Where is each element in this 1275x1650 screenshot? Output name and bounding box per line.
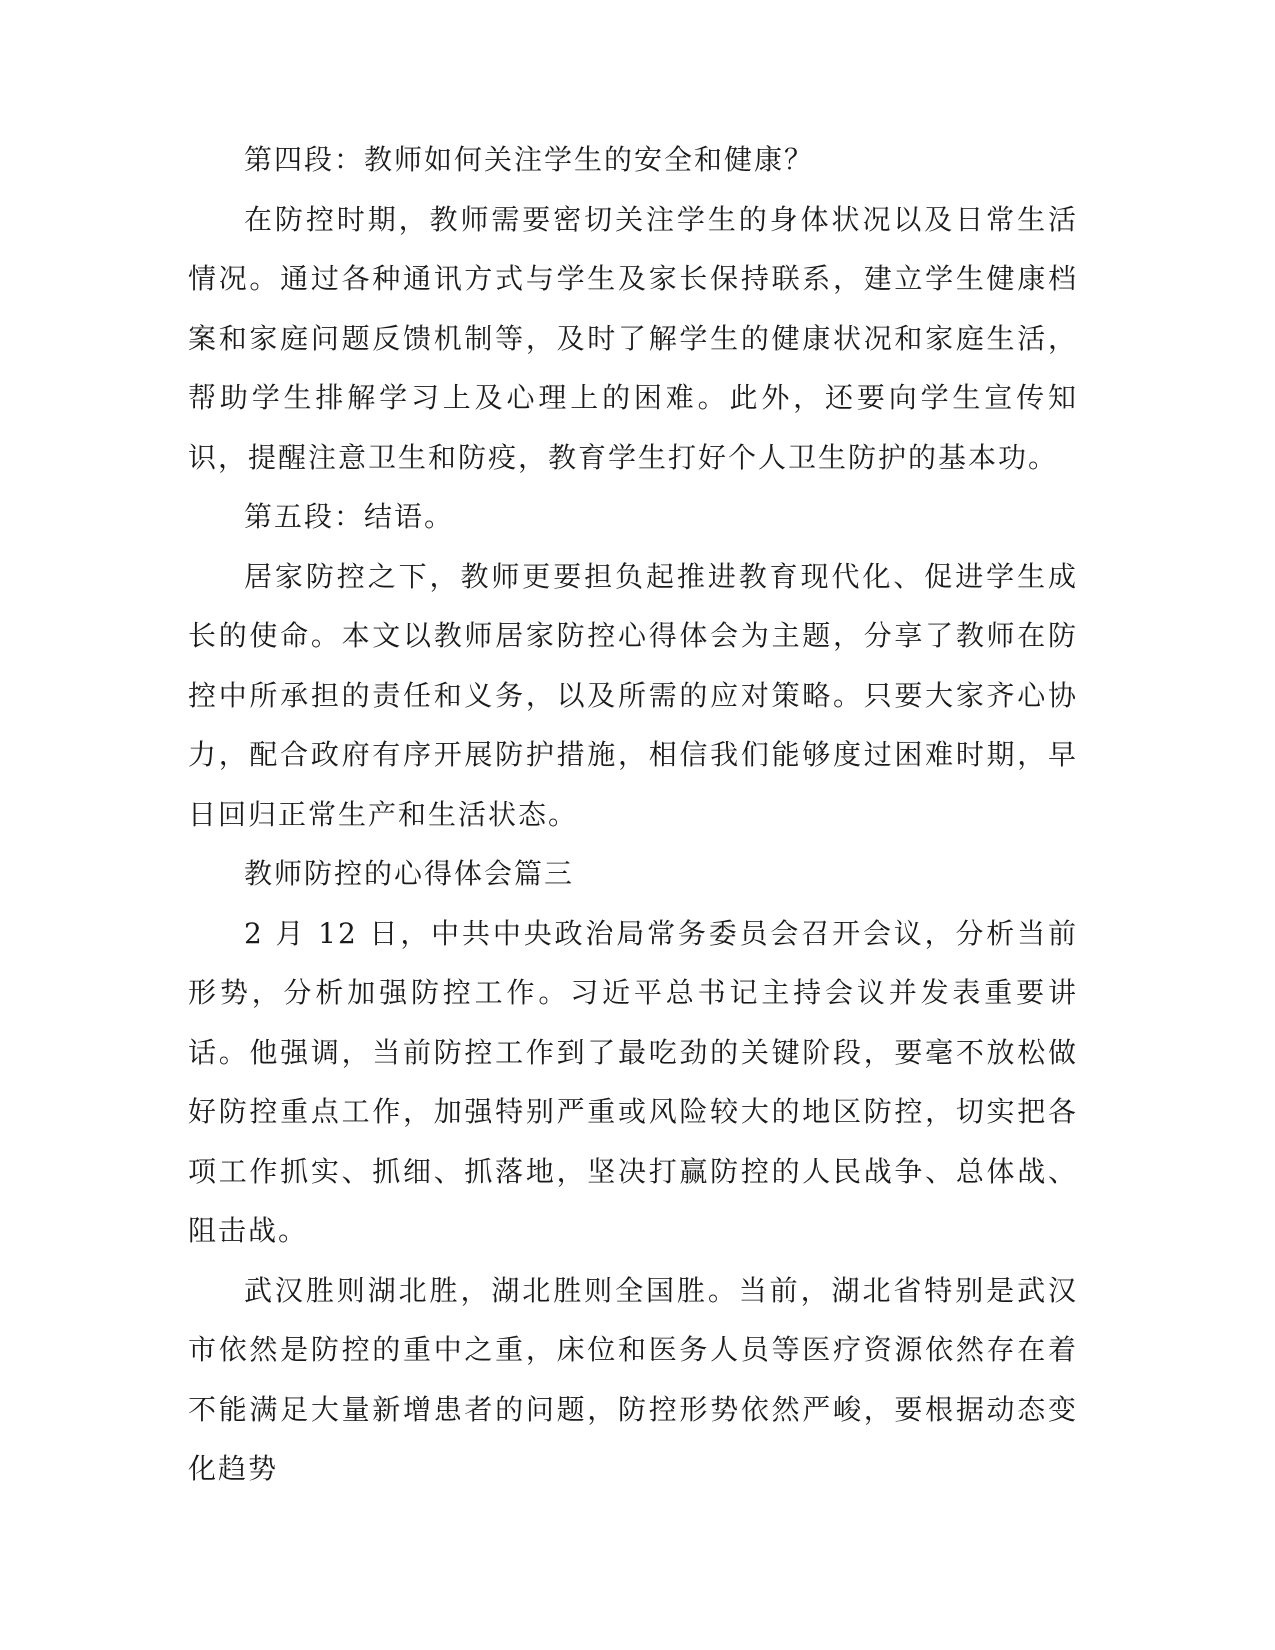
document-body [188, 130, 1078, 1499]
paragraph-meeting: 2 月 12 日，中共中央政治局常务委员会召开会议，分析当前形势，分析加强防控工作。习近平总书记主持会议并发表重要讲话。他强调，当前防控工作到了最吃劲的关键阶段，要毫不放松做好防控重点工作，加强特别严重或风险较大的地区防控，切实把各项工作抓实、抓细、抓落地，坚决打赢防控的人民战争、总体战、阻击战。 [188, 916, 1078, 1247]
paragraph-wuhan: 武汉胜则湖北胜，湖北胜则全国胜。当前，湖北省特别是武汉市依然是防控的重中之重，床位和医务人员等医疗资源依然存在着不能满足大量新增患者的问题，防控形势依然严峻，要根据动态变化趋势 [188, 1273, 1078, 1485]
section-heading-5: 第五段：结语。 [244, 500, 455, 533]
article-title-part-3: 教师防控的心得体会篇三 [244, 857, 575, 890]
paragraph-student-safety: 在防控时期，教师需要密切关注学生的身体状况以及日常生活情况。通过各种通讯方式与学生及家长保持联系，建立学生健康档案和家庭问题反馈机制等，及时了解学生的健康状况和家庭生活，帮助学生排解学习上及心理上的困难。此外，还要向学生宣传知识，提醒注意卫生和防疫，教育学生打好个人卫生防护的基本功。 [188, 202, 1078, 474]
section-heading-4: 第四段：教师如何关注学生的安全和健康？ [244, 143, 815, 176]
paragraph-conclusion: 居家防控之下，教师更要担负起推进教育现代化、促进学生成长的使命。本文以教师居家防控心得体会为主题，分享了教师在防控中所承担的责任和义务，以及所需的应对策略。只要大家齐心协力，配合政府有序开展防护措施，相信我们能够度过困难时期，早日回归正常生产和生活状态。 [188, 559, 1078, 831]
